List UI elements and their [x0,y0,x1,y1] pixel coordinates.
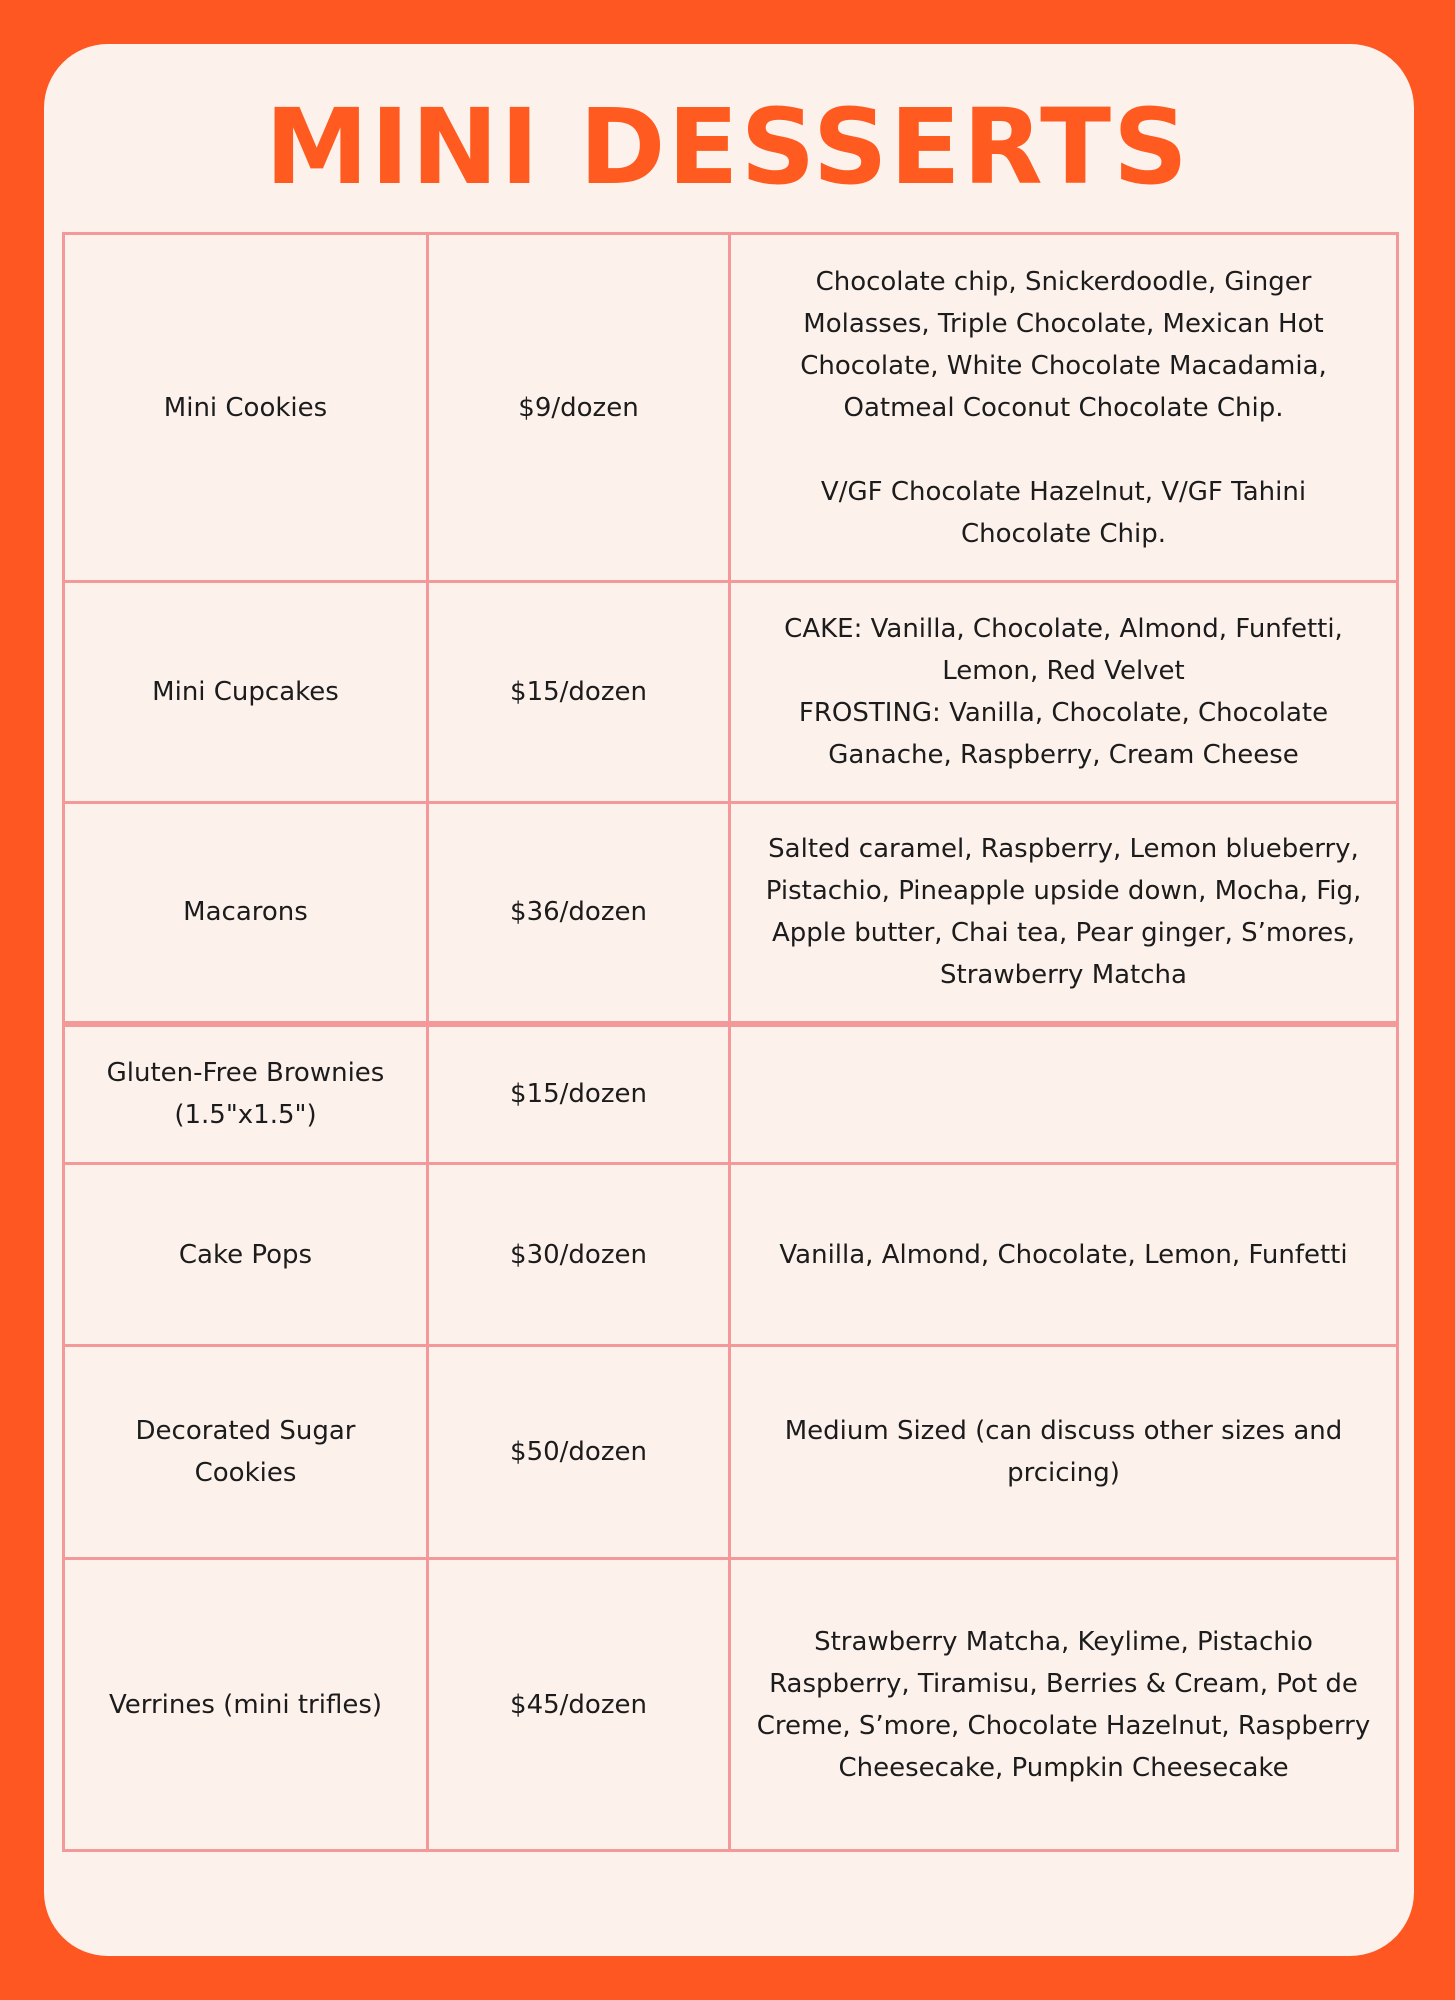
item-description: Vanilla, Almond, Chocolate, Lemon, Funfetti [730,1164,1398,1346]
item-price: $15/dozen [428,582,730,803]
item-name: Mini Cupcakes [64,582,428,803]
item-description-cake: CAKE: Vanilla, Chocolate, Almond, Funfetti, Lemon, Red Velvet [784,614,1343,686]
item-price: $9/dozen [428,234,730,582]
item-name: Verrines (mini trifles) [64,1559,428,1851]
item-name: Cake Pops [64,1164,428,1346]
item-name: Macarons [64,803,428,1024]
item-description-extra: V/GF Chocolate Hazelnut, V/GF Tahini Chocolate Chip. [820,476,1307,549]
page-title: MINI DESSERTS [265,86,1190,208]
description-spacer [755,429,1372,471]
item-price: $45/dozen [428,1559,730,1851]
menu-row-gluten-free-brownies [64,1024,1398,1164]
menu-row-cake-pops [64,1164,1398,1346]
item-description [730,582,1398,803]
item-price: $15/dozen [428,1024,730,1164]
menu-row-mini-cookies [64,234,1398,582]
item-description [730,1024,1398,1164]
item-description: Medium Sized (can discuss other sizes and prcicing) [730,1346,1398,1559]
item-description [730,234,1398,582]
menu-row-verrines [64,1559,1398,1851]
item-price: $50/dozen [428,1346,730,1559]
item-price: $30/dozen [428,1164,730,1346]
menu-row-mini-cupcakes [64,582,1398,803]
item-description-main: Chocolate chip, Snickerdoodle, Ginger Molasses, Triple Chocolate, Mexican Hot Chocolate, White Chocolate Macadamia, Oatmeal Coconut Chocolate Chip. [800,266,1327,423]
item-name: Decorated Sugar Cookies [64,1346,428,1559]
item-name: Mini Cookies [64,234,428,582]
item-price: $36/dozen [428,803,730,1024]
item-description: Salted caramel, Raspberry, Lemon blueberry, Pistachio, Pineapple upside down, Mocha, Fig, Apple butter, Chai tea, Pear ginger, S’mores, Strawberry Matcha [730,803,1398,1024]
menu-table [62,232,1399,1852]
item-name: Gluten-Free Brownies (1.5"x1.5") [64,1024,428,1164]
item-description-frosting: FROSTING: Vanilla, Chocolate, Chocolate Ganache, Raspberry, Cream Cheese [798,698,1329,770]
menu-row-decorated-sugar-cookies [64,1346,1398,1559]
menu-row-macarons [64,803,1398,1024]
item-description: Strawberry Matcha, Keylime, Pistachio Raspberry, Tiramisu, Berries & Cream, Pot de Creme, S’more, Chocolate Hazelnut, Raspberry Cheesecake, Pumpkin Cheesecake [730,1559,1398,1851]
